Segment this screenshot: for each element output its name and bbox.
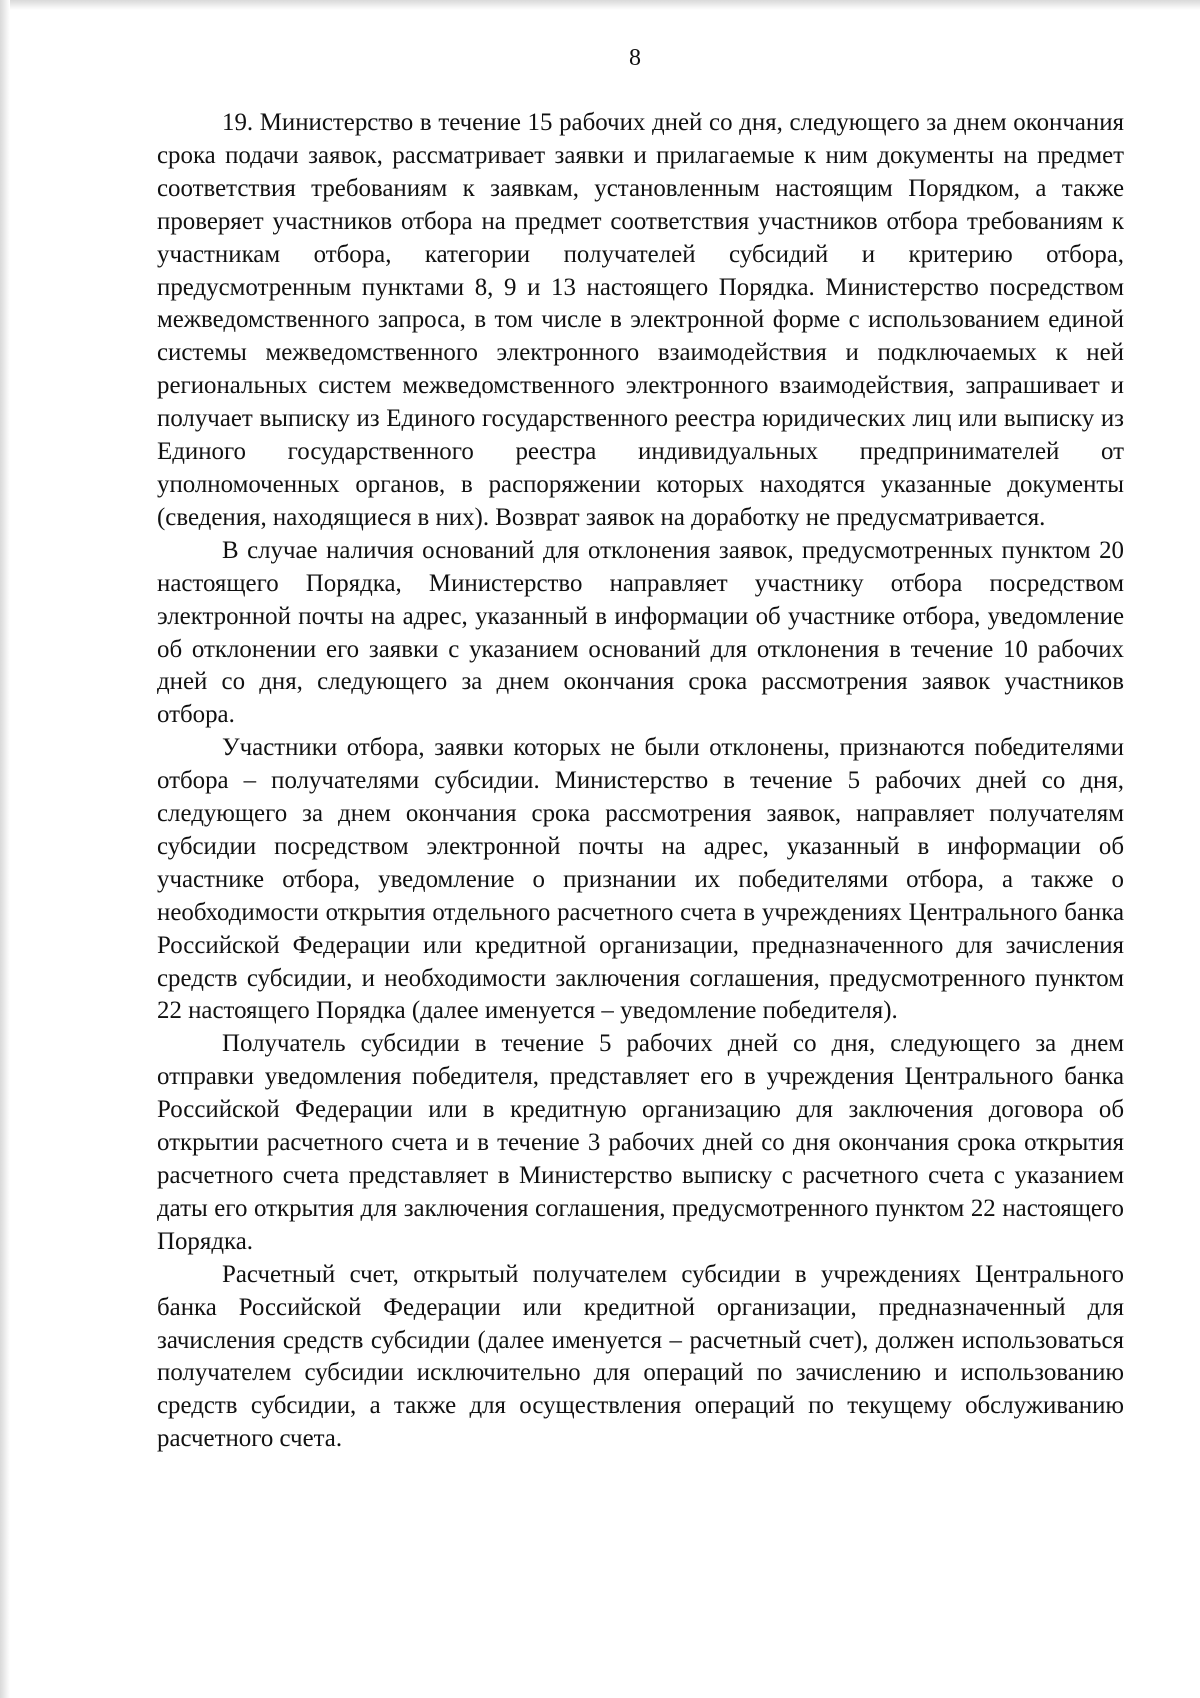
document-body	[157, 107, 1124, 1456]
paragraph-19: 19. Министерство в течение 15 рабочих дней со дня, следующего за днем окончания срока подачи заявок, рассматривает заявки и прилагаемые к ним документы на предмет соответствия требованиям к заявкам, установленным настоящим Порядком, а также проверяет участников отбора на предмет соответствия участников отбора требованиям к участникам отбора, категории получателей субсидий и критерию отбора, предусмотренным пунктами 8, 9 и 13 настоящего Порядка. Министерство посредством межведомственного запроса, в том числе в электронной форме с использованием единой системы межведомственного электронного взаимодействия и подключаемых к ней региональных систем межведомственного электронного взаимодействия, запрашивает и получает выписку из Единого государственного реестра юридических лиц или выписку из Единого государственного реестра индивидуальных предпринимателей от уполномоченных органов, в распоряжении которых находятся указанные документы (сведения, находящиеся в них). Возврат заявок на доработку не предусматривается.	[157, 109, 1124, 531]
paragraph-rejection: В случае наличия оснований для отклонения заявок, предусмотренных пунктом 20 настоящего Порядка, Министерство направляет участнику отбора посредством электронной почты на адрес, указанный в информации об участнике отбора, уведомление об отклонении его заявки с указанием оснований для отклонения в течение 10 рабочих дней со дня, следующего за днем окончания срока рассмотрения заявок участников отбора.	[157, 536, 1124, 729]
paragraph-account-opening: Получатель субсидии в течение 5 рабочих дней со дня, следующего за днем отправки уведомления победителя, представляет его в учреждения Центрального банка Российской Федерации или в кредитную организацию для заключения договора об открытии расчетного счета и в течение 3 рабочих дней со дня окончания срока открытия расчетного счета представляет в Министерство выписку с расчетного счета с указанием даты его открытия для заключения соглашения, предусмотренного пунктом 22 настоящего Порядка.	[157, 1030, 1124, 1255]
page-number: 8	[629, 45, 641, 71]
scan-edge-top	[0, 0, 1200, 10]
paragraph-settlement-account: Расчетный счет, открытый получателем субсидии в учреждениях Центрального банка Российской Федерации или кредитной организации, предназначенный для зачисления средств субсидии (далее именуется – расчетный счет), должен использоваться получателем субсидии исключительно для операций по зачислению и использованию средств субсидии, а также для осуществления операций по текущему обслуживанию расчетного счета.	[157, 1260, 1124, 1453]
paragraph-winners: Участники отбора, заявки которых не были отклонены, признаются победителями отбора – получателями субсидии. Министерство в течение 5 рабочих дней со дня, следующего за днем окончания срока рассмотрения заявок, направляет получателям субсидии посредством электронной почты на адрес, указанный в информации об участнике отбора, уведомление о признании их победителями отбора, а также о необходимости открытия отдельного расчетного счета в учреждениях Центрального банка Российской Федерации или кредитной организации, предназначенного для зачисления средств субсидии, и необходимости заключения соглашения, предусмотренного пунктом 22 настоящего Порядка (далее именуется – уведомление победителя).	[157, 734, 1124, 1025]
scan-edge-left	[0, 0, 10, 1698]
